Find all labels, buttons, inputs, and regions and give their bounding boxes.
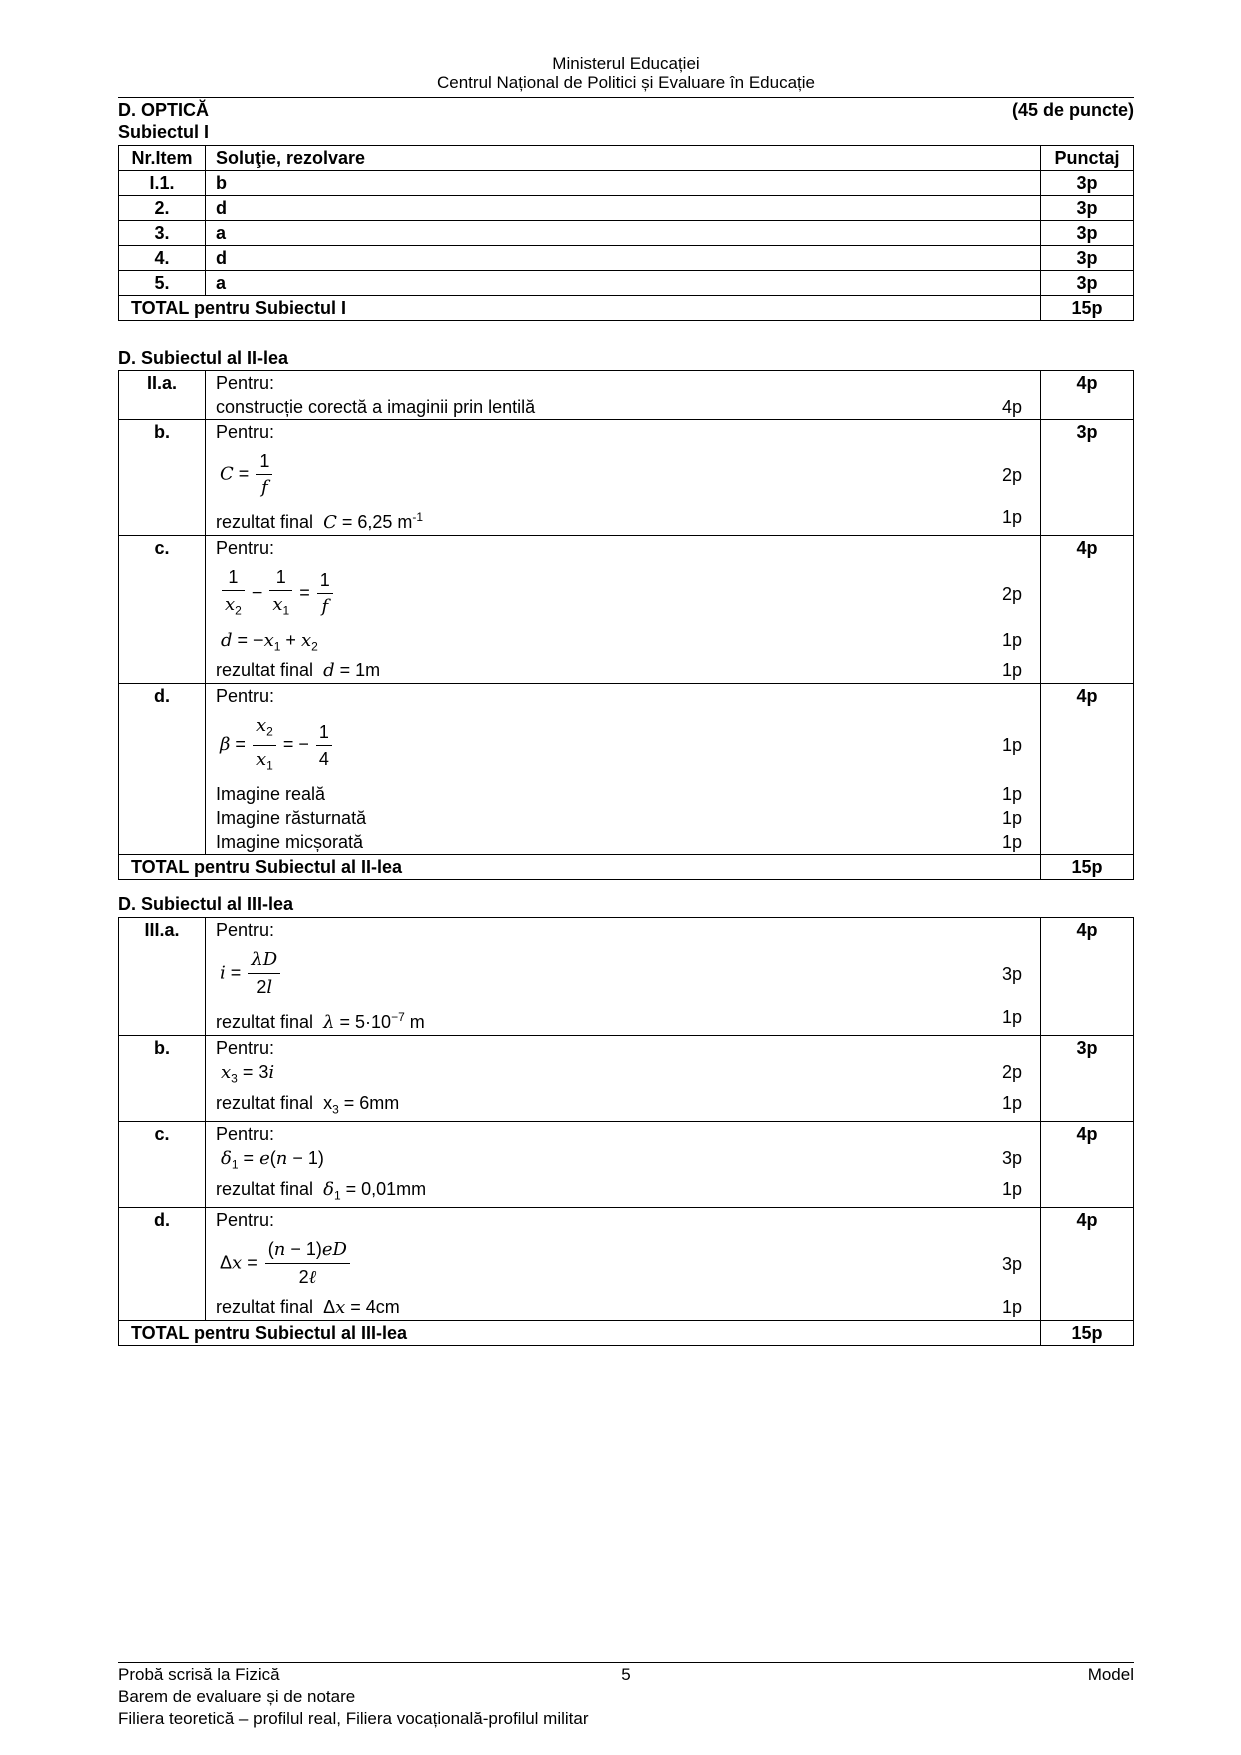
solution-cell bbox=[206, 536, 1041, 684]
formula: i = $\frac{\lambda D}{2l}$ bbox=[216, 942, 282, 1005]
score: 4p bbox=[1041, 684, 1134, 855]
solution-cell bbox=[206, 420, 1041, 536]
formula: $\frac{1}{x_2}$ − $\frac{1}{x_1}$ = $\frac{1}{f}$ bbox=[216, 560, 335, 628]
pentru-label: Pentru: bbox=[216, 422, 275, 442]
formula: β = $\frac{x_2}{x_1}$ = − $\frac{1}{4}$ bbox=[216, 708, 334, 782]
item-number: c. bbox=[119, 1122, 206, 1208]
item-number: 2. bbox=[119, 196, 206, 221]
result-label: rezultat final bbox=[216, 1178, 314, 1199]
result-label: rezultat final bbox=[216, 512, 314, 532]
item-number: 3. bbox=[119, 221, 206, 246]
pentru-label: Pentru: bbox=[216, 1210, 275, 1231]
solution-line bbox=[216, 395, 1030, 419]
col-solution-header: Soluţie, rezolvare bbox=[206, 146, 1041, 171]
score: 3p bbox=[1041, 420, 1134, 536]
table-header-row bbox=[119, 146, 1134, 171]
line-points: 1p bbox=[1001, 507, 1022, 527]
total-score: 15p bbox=[1041, 855, 1134, 880]
subject3-table bbox=[118, 917, 1134, 1346]
answer: a bbox=[206, 221, 1041, 246]
col-score-header: Punctaj bbox=[1041, 146, 1134, 171]
formula: $d = -x_1 + x_2$ bbox=[221, 629, 318, 654]
result-line bbox=[216, 658, 1030, 683]
pentru-label: Pentru: bbox=[216, 1038, 275, 1058]
page-header bbox=[118, 54, 1134, 92]
total-row bbox=[119, 1321, 1134, 1346]
table-row bbox=[119, 371, 1134, 420]
table-row bbox=[119, 246, 1134, 271]
item-number: 5. bbox=[119, 271, 206, 296]
answer: b bbox=[206, 171, 1041, 196]
line-points: 2p bbox=[1001, 1062, 1022, 1082]
table-row bbox=[119, 918, 1134, 1036]
line-points: 1p bbox=[1001, 735, 1022, 756]
score: 3p bbox=[1041, 196, 1134, 221]
pentru-label: Pentru: bbox=[216, 1124, 275, 1145]
solution-cell bbox=[206, 371, 1041, 420]
pentru-label: Pentru: bbox=[216, 538, 275, 558]
result-formula: $\lambda = 5\cdot 10^{-7}$ m bbox=[323, 1010, 425, 1033]
table-row bbox=[119, 1036, 1134, 1122]
subject1-title: Subiectul I bbox=[118, 122, 210, 142]
table-row bbox=[119, 171, 1134, 196]
total-label: TOTAL pentru Subiectul al II-lea bbox=[119, 855, 1041, 880]
line-points: 1p bbox=[1001, 808, 1022, 829]
line-points: 3p bbox=[1001, 1253, 1022, 1274]
pentru-label: Pentru: bbox=[216, 920, 275, 940]
pentru-label: Pentru: bbox=[216, 373, 275, 393]
line-points: 1p bbox=[1001, 1297, 1022, 1318]
score: 4p bbox=[1041, 918, 1134, 1036]
line-points: 1p bbox=[1001, 784, 1022, 805]
result-label: rezultat final bbox=[216, 1297, 314, 1318]
formula-line bbox=[216, 942, 1030, 1005]
solution-text: Imagine răsturnată bbox=[216, 808, 367, 829]
formula-line bbox=[216, 444, 1030, 505]
result-label: rezultat final bbox=[216, 1092, 314, 1113]
result-label: rezultat final bbox=[216, 1012, 314, 1032]
solution-line bbox=[216, 782, 1030, 806]
line-points: 1p bbox=[1001, 1092, 1022, 1113]
formula-line bbox=[216, 1146, 1030, 1177]
subject2-table bbox=[118, 370, 1134, 880]
pentru-label: Pentru: bbox=[216, 686, 275, 707]
section-title: D. OPTICĂ bbox=[118, 100, 210, 120]
formula: Δx = $\frac{(n - 1)eD}{\text{2ℓ}}$ bbox=[216, 1232, 352, 1295]
answer: a bbox=[206, 271, 1041, 296]
formula-line bbox=[216, 560, 1030, 628]
subject1-table bbox=[118, 145, 1134, 321]
formula-line bbox=[216, 628, 1030, 659]
item-number: 4. bbox=[119, 246, 206, 271]
solution-text: Imagine micșorată bbox=[216, 832, 364, 853]
result-formula: $\delta_1 = 0,01mm$ bbox=[323, 1178, 427, 1203]
solution-cell bbox=[206, 1036, 1041, 1122]
item-number: b. bbox=[119, 420, 206, 536]
formula: $\delta_1 = e(n - 1)$ bbox=[221, 1148, 324, 1172]
ministry-name: Ministerul Educației bbox=[552, 54, 700, 73]
line-points: 4p bbox=[1001, 397, 1022, 417]
line-points: 2p bbox=[1001, 464, 1022, 485]
result-line bbox=[216, 1091, 1030, 1122]
solution-line bbox=[216, 806, 1030, 830]
score: 4p bbox=[1041, 536, 1134, 684]
table-row bbox=[119, 1208, 1134, 1321]
line-points: 2p bbox=[1001, 583, 1022, 604]
footer-divider bbox=[118, 1662, 1134, 1663]
formula-line bbox=[216, 1232, 1030, 1295]
result-formula: $x_3 = 6mm$ bbox=[318, 1092, 400, 1117]
score: 3p bbox=[1041, 1036, 1134, 1122]
col-item-header: Nr.Item bbox=[119, 146, 206, 171]
center-name: Centrul Național de Politici și Evaluare în Educație bbox=[437, 73, 815, 92]
result-line bbox=[216, 1295, 1030, 1320]
table-row bbox=[119, 1122, 1134, 1208]
total-label: TOTAL pentru Subiectul al III-lea bbox=[119, 1321, 1041, 1346]
page-footer bbox=[118, 1664, 1134, 1730]
result-line bbox=[216, 505, 1030, 535]
total-score: 15p bbox=[1041, 296, 1134, 321]
page-number: 5 bbox=[621, 1665, 631, 1684]
line-points: 1p bbox=[1001, 1178, 1022, 1199]
solution-cell bbox=[206, 918, 1041, 1036]
score: 3p bbox=[1041, 221, 1134, 246]
score: 3p bbox=[1041, 271, 1134, 296]
item-number: d. bbox=[119, 684, 206, 855]
solution-cell bbox=[206, 1122, 1041, 1208]
total-row bbox=[119, 296, 1134, 321]
answer: d bbox=[206, 246, 1041, 271]
score: 3p bbox=[1041, 246, 1134, 271]
result-formula: C = 6,25 $m^{-1}$ bbox=[323, 510, 424, 533]
score: 3p bbox=[1041, 171, 1134, 196]
solution-text: Imagine reală bbox=[216, 784, 326, 805]
table-row bbox=[119, 196, 1134, 221]
solution-cell bbox=[206, 684, 1041, 855]
item-number: d. bbox=[119, 1208, 206, 1321]
solution-text: construcție corectă a imaginii prin lentilă bbox=[216, 397, 536, 417]
formula: C = $\frac{1}{f}$ bbox=[216, 444, 274, 505]
item-number: I.1. bbox=[119, 171, 206, 196]
answer: d bbox=[206, 196, 1041, 221]
table-row bbox=[119, 536, 1134, 684]
result-line bbox=[216, 1005, 1030, 1035]
formula-line bbox=[216, 708, 1030, 782]
footer-exam: Probă scrisă la Fizică bbox=[118, 1665, 280, 1684]
formula-line bbox=[216, 1060, 1030, 1091]
line-points: 1p bbox=[1001, 832, 1022, 853]
header-divider bbox=[118, 97, 1134, 98]
solution-line bbox=[216, 830, 1030, 854]
total-row bbox=[119, 855, 1134, 880]
line-points: 1p bbox=[1001, 1007, 1022, 1027]
line-points: 3p bbox=[1001, 963, 1022, 984]
result-formula: d = 1m bbox=[323, 660, 381, 682]
section-points: (45 de puncte) bbox=[1011, 100, 1134, 120]
line-points: 1p bbox=[1001, 629, 1022, 650]
item-number: b. bbox=[119, 1036, 206, 1122]
table-row bbox=[119, 420, 1134, 536]
formula: $x_3 = 3i$ bbox=[221, 1062, 275, 1086]
footer-filiera: Filiera teoretică – profilul real, Filiera vocațională-profilul militar bbox=[118, 1709, 589, 1728]
section-title-row bbox=[118, 99, 1134, 121]
item-number: c. bbox=[119, 536, 206, 684]
score: 4p bbox=[1041, 1122, 1134, 1208]
footer-model: Model bbox=[1087, 1665, 1134, 1684]
subject3-title: D. Subiectul al III-lea bbox=[118, 894, 294, 914]
line-points: 3p bbox=[1001, 1148, 1022, 1169]
table-row bbox=[119, 684, 1134, 855]
result-formula: Δx = 4cm bbox=[318, 1297, 400, 1319]
subject2-title: D. Subiectul al II-lea bbox=[118, 348, 289, 368]
item-number: III.a. bbox=[119, 918, 206, 1036]
total-label: TOTAL pentru Subiectul I bbox=[119, 296, 1041, 321]
total-score: 15p bbox=[1041, 1321, 1134, 1346]
result-line bbox=[216, 1177, 1030, 1208]
footer-barem: Barem de evaluare și de notare bbox=[118, 1687, 356, 1706]
line-points: 1p bbox=[1001, 660, 1022, 681]
score: 4p bbox=[1041, 1208, 1134, 1321]
item-number: II.a. bbox=[119, 371, 206, 420]
table-row bbox=[119, 271, 1134, 296]
solution-cell bbox=[206, 1208, 1041, 1321]
score: 4p bbox=[1041, 371, 1134, 420]
table-row bbox=[119, 221, 1134, 246]
result-label: rezultat final bbox=[216, 660, 314, 681]
